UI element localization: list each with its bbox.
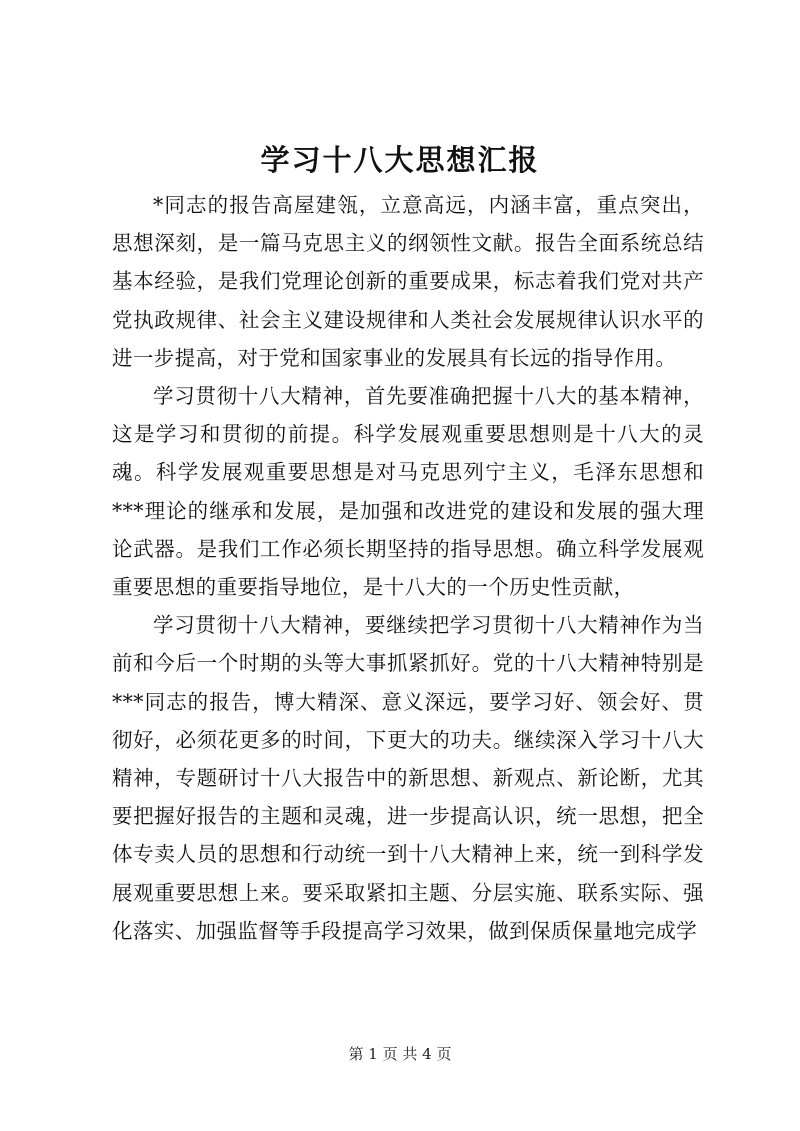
page-footer: 第 1 页 共 4 页 — [348, 1045, 452, 1063]
document-title: 学习十八大思想汇报 — [260, 143, 540, 177]
document-body — [112, 186, 704, 950]
paragraph-3: 学习贯彻十八大精神，要继续把学习贯彻十八大精神作为当前和今后一个时期的头等大事抓紧抓好。党的十八大精神特别是***同志的报告，博大精深、意义深远，要学习好、领会好、贯彻好，必须花更多的时间，下更大的功夫。继续深入学习十八大精神，专题研讨十八大报告中的新思想、新观点、新论断，尤其要把握好报告的主题和灵魂，进一步提高认识，统一思想，把全体专卖人员的思想和行动统一到十八大精神上来，统一到科学发展观重要思想上来。要采取紧扣主题、分层实施、联系实际、强化落实、加强监督等手段提高学习效果，做到保质保量地完成学 — [112, 613, 704, 943]
paragraph-2: 学习贯彻十八大精神，首先要准确把握十八大的基本精神，这是学习和贯彻的前提。科学发展观重要思想则是十八大的灵魂。科学发展观重要思想是对马克思列宁主义，毛泽东思想和***理论的继承和发展，是加强和改进党的建设和发展的强大理论武器。是我们工作必须长期坚持的指导思想。确立科学发展观重要思想的重要指导地位，是十八大的一个历史性贡献， — [112, 384, 704, 600]
paragraph-1: *同志的报告高屋建瓴，立意高远，内涵丰富，重点突出，思想深刻，是一篇马克思主义的纲领性文献。报告全面系统总结基本经验，是我们党理论创新的重要成果，标志着我们党对共产党执政规律、社会主义建设规律和人类社会发展规律认识水平的进一步提高，对于党和国家事业的发展具有长远的指导作用。 — [112, 193, 704, 370]
